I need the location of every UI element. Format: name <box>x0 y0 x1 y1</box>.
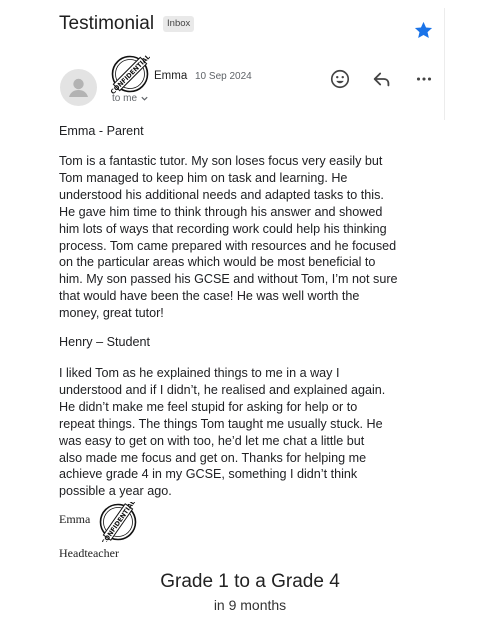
person-icon <box>60 69 97 106</box>
parent-heading: Emma - Parent <box>59 124 144 138</box>
confidential-stamp <box>110 54 150 94</box>
text-line: possible a year ago. <box>59 484 172 499</box>
text-line: He gave him time to think through his answer and showed <box>59 204 383 219</box>
text-line: Tom is a fantastic tutor. My son loses focus very easily but <box>59 154 383 168</box>
signature-role: Headteacher <box>59 546 119 560</box>
text-line: I liked Tom as he explained things to me in a way I <box>59 366 340 380</box>
email-subject: Testimonial <box>59 13 155 34</box>
text-line: on the particular areas which would be most beneficial to <box>59 255 376 270</box>
inbox-label-badge[interactable]: Inbox <box>163 16 194 32</box>
caption-subtitle: in 9 months <box>213 597 287 613</box>
student-testimonial <box>59 365 439 500</box>
text-line: also made me focus and get on. Thanks for helping me <box>59 450 367 465</box>
signature-name: Emma <box>59 512 91 526</box>
star-icon[interactable] <box>413 20 434 41</box>
avatar[interactable] <box>60 69 97 106</box>
text-line: was easy to get on with too, he’d let me chat a little but <box>59 433 365 448</box>
emoji-icon[interactable] <box>329 68 351 90</box>
text-line: that would have been the case! He was well worth the <box>59 289 360 304</box>
text-line: He didn’t make me feel stupid for asking for help or to <box>59 399 358 414</box>
sender-name[interactable]: Emma <box>154 70 188 82</box>
text-line: him. My son passed his GCSE and without Tom, I’m not sure <box>59 272 398 287</box>
chevron-down-icon <box>140 94 149 103</box>
confidential-stamp <box>98 502 138 542</box>
more-icon[interactable] <box>413 68 435 90</box>
student-heading: Henry – Student <box>59 335 151 349</box>
text-line: Tom managed to keep him on task and learning. He <box>59 170 348 185</box>
divider <box>444 8 445 120</box>
text-line: process. Tom came prepared with resources and he focused <box>59 238 397 253</box>
reply-icon[interactable] <box>371 68 393 90</box>
text-line: understood his additional needs and adapted tasks to this. <box>59 187 384 202</box>
text-line: understood and if I didn’t, he realised and explained again. <box>59 382 386 397</box>
subject-row <box>59 13 194 35</box>
parent-testimonial <box>59 153 439 322</box>
recipient-toggle[interactable] <box>112 93 149 104</box>
text-line: achieve grade 4 in my GCSE, something I didn’t think <box>59 467 358 482</box>
recipient-text: to me <box>112 93 138 104</box>
text-line: repeat things. The things Tom taught me usually stuck. He <box>59 416 383 431</box>
caption-title: Grade 1 to a Grade 4 <box>160 571 340 592</box>
svg-text:CONFIDENTIAL: CONFIDENTIAL <box>100 502 137 542</box>
svg-text:CONFIDENTIAL: CONFIDENTIAL <box>110 54 150 94</box>
text-line: money, great tutor! <box>59 306 164 321</box>
text-line: him lots of ways that recording work could help his thinking <box>59 221 387 236</box>
email-date: 10 Sep 2024 <box>195 71 252 82</box>
